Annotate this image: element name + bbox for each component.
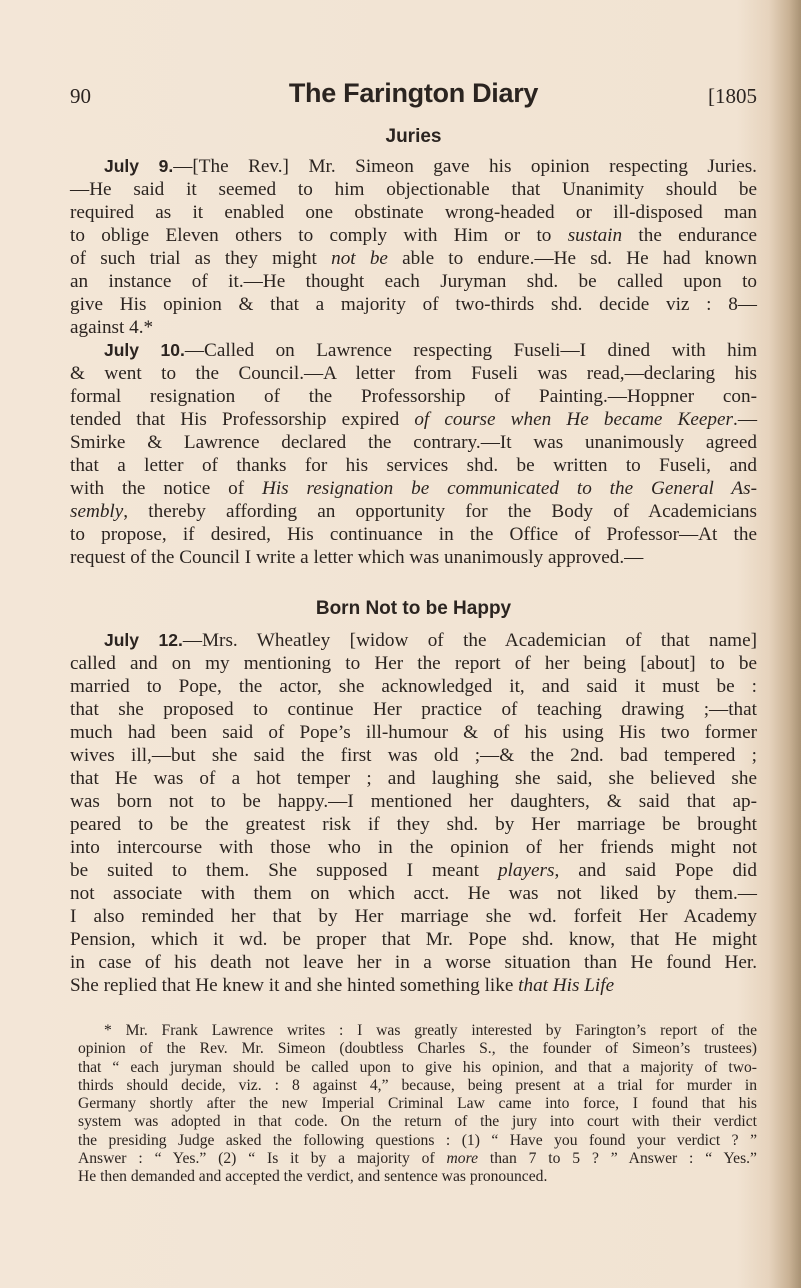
text-line (70, 454, 757, 477)
text-line (78, 1132, 757, 1150)
text-run: to oblige Eleven others to comply with Him or to (70, 225, 568, 246)
text-line (70, 698, 757, 721)
text-run: —He said it seemed to him objectionable that Unanimity should be (70, 179, 757, 200)
text-run: Answer : “ Yes.” (2) “ Is it by a majority of (78, 1150, 447, 1168)
text-line (70, 951, 757, 974)
text-run: called and on my mentioning to Her the report of her being [about] to be (70, 653, 757, 674)
text-line (78, 1077, 757, 1095)
text-run: that “ each juryman should be called upon to give his opinion, and that a majority of two- (78, 1058, 757, 1076)
page-number: 90 (70, 84, 91, 108)
text-line (70, 882, 757, 905)
text-run: in case of his death not leave her in a worse situation than He found Her. (70, 952, 757, 973)
entry-date: July 10. (104, 340, 185, 360)
section-heading-juries: Juries (385, 126, 442, 147)
text-run: an instance of it.—He thought each Juryman shd. be called upon to (70, 271, 757, 292)
entry-date: July 12. (104, 630, 183, 650)
text-run: into intercourse with those who in the opinion of her friends might not (70, 837, 757, 858)
italic-text: that His Life (518, 975, 615, 996)
text-line (70, 974, 757, 997)
italic-text: His resignation be communicated to the General As- (261, 478, 758, 499)
text-run: able to endure.—He sd. He had known (387, 248, 757, 269)
text-run: that He was of a hot temper ; and laughing she said, she believed she (70, 768, 757, 789)
italic-text: sustain (567, 225, 623, 246)
text-line (70, 859, 757, 882)
text-line (70, 431, 757, 454)
text-run: tended that His Professorship expired (70, 409, 415, 430)
text-run: not associate with them on which acct. He was not liked by them.— (70, 883, 757, 904)
text-run: , thereby affording an opportunity for the Body of Academicians (123, 501, 757, 522)
text-run: Pension, which it wd. be proper that Mr. Pope shd. know, that He might (70, 929, 757, 950)
text-run: I also reminded her that by Her marriage she wd. forfeit Her Academy (70, 906, 757, 927)
text-line (70, 477, 757, 500)
year-marker: [1805 (708, 84, 757, 108)
text-run: the presiding Judge asked the following questions : (1) “ Have you found your verdict ? ” (78, 1131, 757, 1149)
text-line (70, 790, 757, 813)
text-run: much had been said of Pope’s ill-humour & of his using His two former (70, 722, 757, 743)
text-line (78, 1168, 757, 1186)
text-run: —Mrs. Wheatley [widow of the Academician of that name] (182, 630, 757, 651)
text-line (70, 408, 757, 431)
text-line (70, 744, 757, 767)
text-run: Smirke & Lawrence declared the contrary.—It was unanimously agreed (70, 432, 757, 453)
text-line (70, 652, 757, 675)
text-run: request of the Council I write a letter which was unanimously approved.— (70, 547, 644, 568)
text-run: & went to the Council.—A letter from Fuseli was read,—declaring his (70, 363, 757, 384)
text-line (70, 362, 757, 385)
text-run: formal resignation of the Professorship of Painting.—Hoppner con- (70, 386, 757, 407)
text-line (78, 1022, 757, 1040)
text-run: opinion of the Rev. Mr. Simeon (doubtless Charles S., the founder of Simeon’s trustees) (78, 1040, 757, 1058)
text-line (70, 675, 757, 698)
text-line (78, 1059, 757, 1077)
text-line (70, 721, 757, 744)
text-line (70, 385, 757, 408)
text-run: peared to be the greatest risk if they shd. by Her marriage be brought (70, 814, 757, 835)
text-line (70, 201, 757, 224)
text-line (70, 500, 757, 523)
text-line (70, 178, 757, 201)
book-title: The Farington Diary (288, 78, 539, 108)
text-line (70, 316, 757, 339)
text-line (70, 339, 757, 362)
text-run: She replied that He knew it and she hinted something like (70, 975, 519, 996)
text-run: He then demanded and accepted the verdict, and sentence was pronounced. (78, 1168, 548, 1186)
text-run: be suited to them. She supposed I meant (70, 860, 498, 881)
text-line (70, 270, 757, 293)
text-line (70, 155, 757, 178)
text-run: —[The Rev.] Mr. Simeon gave his opinion respecting Juries. (173, 156, 757, 177)
paragraph (70, 339, 757, 569)
section-body-juries (70, 155, 757, 569)
text-line (70, 928, 757, 951)
italic-text: not be (331, 248, 388, 269)
text-line (70, 836, 757, 859)
text-run: , and said Pope did (554, 860, 757, 881)
text-run: * Mr. Frank Lawrence writes : I was greatly interested by Farington’s report of the (104, 1022, 757, 1039)
text-line (78, 1095, 757, 1113)
text-line (70, 293, 757, 316)
text-run: with the notice of (70, 478, 262, 499)
text-run: that she proposed to continue Her practice of teaching drawing ;—that (70, 699, 757, 720)
text-line (70, 767, 757, 790)
text-run: .— (733, 409, 757, 430)
paragraph (70, 155, 757, 339)
italic-text: sembly (70, 501, 124, 522)
text-line (70, 813, 757, 836)
text-line (78, 1150, 757, 1168)
text-run: required as it enabled one obstinate wrong-headed or ill-disposed man (70, 202, 757, 223)
running-header (70, 78, 757, 114)
footnote (78, 1022, 757, 1187)
text-run: married to Pope, the actor, she acknowledged it, and said it must be : (70, 676, 757, 697)
text-run: the endurance (622, 225, 757, 246)
text-run: system was adopted in that code. On the return of the jury into court with their verdict (78, 1113, 757, 1131)
section-heading-born-not-to-be-happy: Born Not to be Happy (315, 598, 512, 619)
italic-text: of course when He became Keeper (414, 409, 734, 430)
text-line (78, 1040, 757, 1058)
italic-text: players (497, 860, 555, 881)
section-body-born-not-to-be-happy (70, 629, 757, 997)
entry-date: July 9. (104, 156, 174, 176)
text-line (70, 523, 757, 546)
text-run: —Called on Lawrence respecting Fuseli—I dined with him (184, 340, 757, 361)
text-run: of such trial as they might (70, 248, 332, 269)
text-run: was born not to be happy.—I mentioned her daughters, & said that ap- (70, 791, 757, 812)
text-run: Germany shortly after the new Imperial Criminal Law came into force, I found that his (78, 1095, 757, 1113)
text-run: thirds should decide, viz. : 8 against 4,” because, being present at a trial for murder in (78, 1076, 757, 1094)
paragraph (70, 629, 757, 997)
text-run: against 4.* (70, 317, 154, 338)
text-run: that a letter of thanks for his services shd. be written to Fuseli, and (70, 455, 757, 476)
text-line (78, 1113, 757, 1131)
text-line (70, 905, 757, 928)
text-line (70, 247, 757, 270)
italic-text: more (446, 1150, 479, 1168)
text-run: to propose, if desired, His continuance in the Office of Professor—At the (70, 524, 757, 545)
text-run: give His opinion & that a majority of two-thirds shd. decide viz : 8— (70, 294, 757, 315)
text-run: than 7 to 5 ? ” Answer : “ Yes.” (478, 1150, 757, 1168)
text-line (70, 629, 757, 652)
text-line (70, 546, 757, 569)
text-line (70, 224, 757, 247)
text-run: wives ill,—but she said the first was old ;—& the 2nd. bad tempered ; (70, 745, 757, 766)
